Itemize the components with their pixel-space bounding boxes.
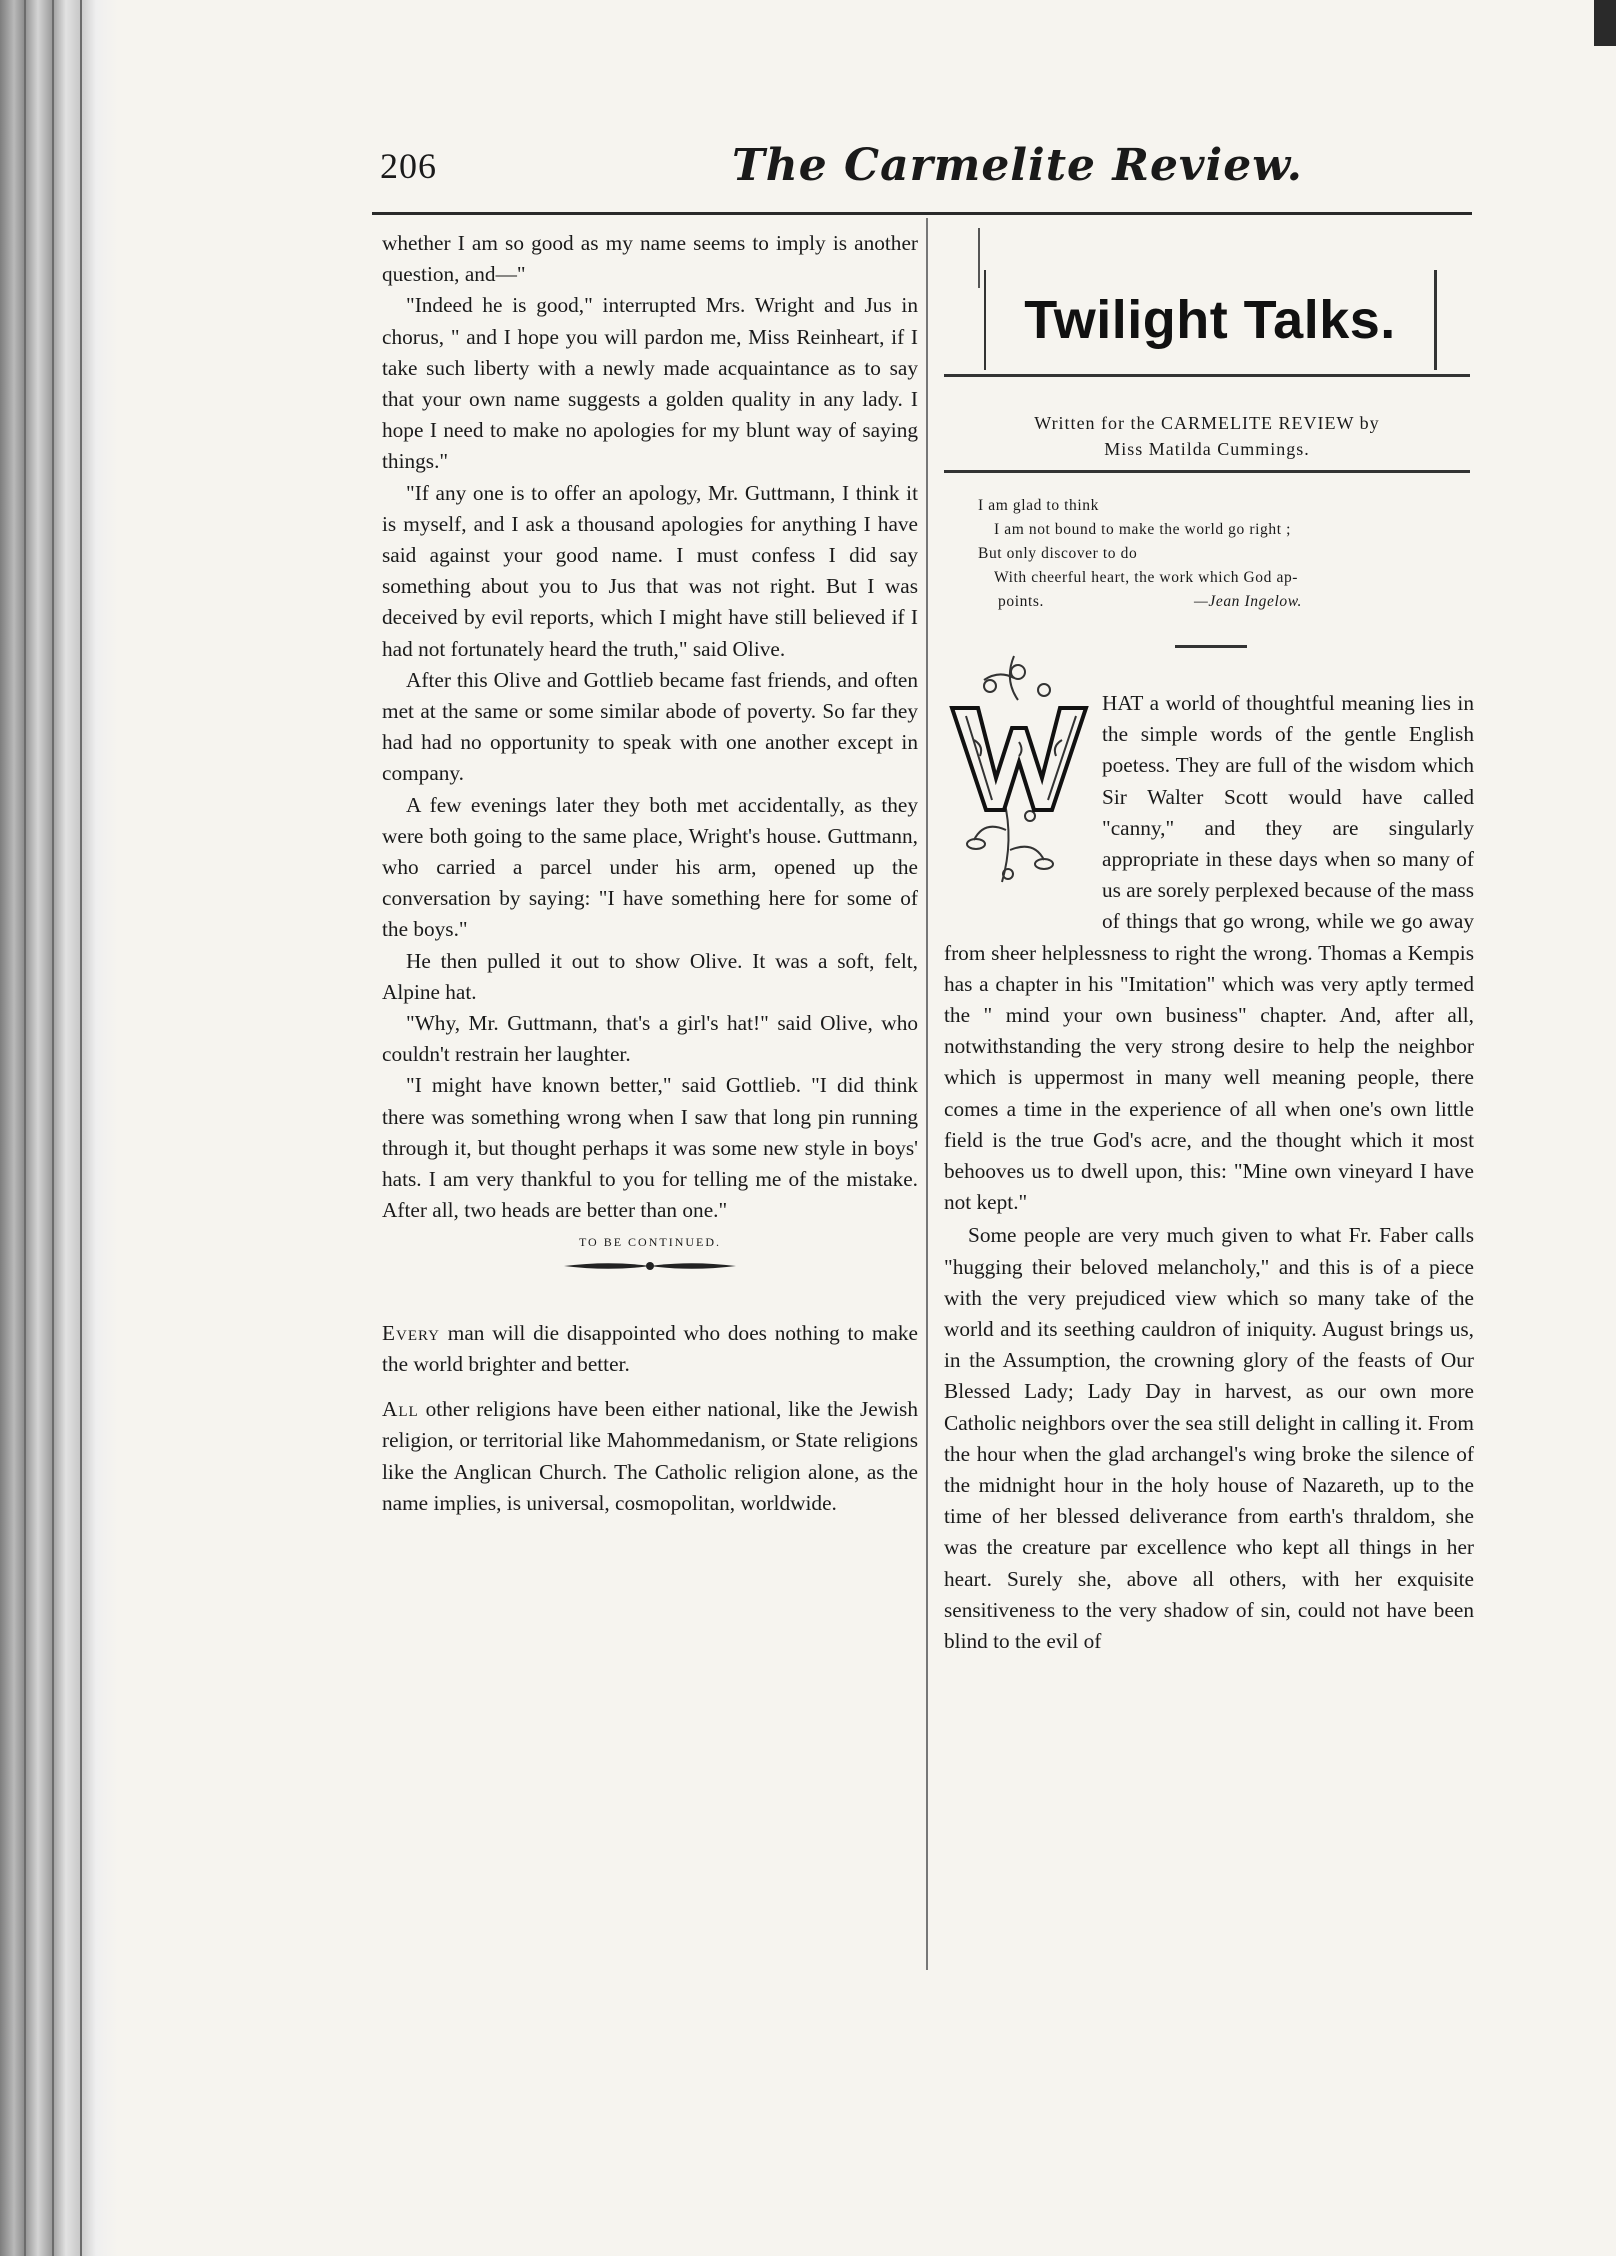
article-title: Twilight Talks.: [1024, 290, 1396, 350]
story-paragraph: "I might have known better," said Gottlieb. "I did think there was something wrong when I saw that long pin running through it, but thought perhaps it was some new style in boys' hats. I am very thankful to you for telling me of the mistake. After all, two heads are better than one.": [382, 1073, 918, 1223]
maxim-paragraph: [382, 1318, 918, 1380]
poem-line: I am glad to think: [978, 497, 1100, 514]
left-column: [382, 228, 918, 1519]
story-paragraph: whether I am so good as my name seems to imply is another question, and—": [382, 231, 918, 287]
column-divider: [926, 218, 928, 1970]
to-be-continued: TO BE CONTINUED.: [578, 1234, 722, 1249]
poem-line-text: points.: [998, 593, 1044, 610]
byline-line: Miss Matilda Cummings.: [1104, 439, 1310, 459]
binding-line: [24, 0, 26, 2256]
maxim-paragraph: [382, 1394, 918, 1519]
scan-corner-mark: [1594, 0, 1616, 46]
title-tick: [978, 228, 980, 288]
running-title: The Carmelite Review.: [732, 140, 1303, 191]
header-rule: [372, 212, 1472, 215]
story-paragraph: A few evenings later they both met accidentally, as they were both going to the same place, Wright's house. Guttmann, who carried a parcel under his arm, opened up the conversation by saying: "I have something here for some of the boys.": [382, 792, 918, 942]
poem-line: But only discover to do: [978, 545, 1138, 562]
byline: [944, 410, 1470, 462]
byline-rule: [944, 470, 1470, 473]
section-rule: [1175, 645, 1247, 648]
story-paragraph: "If any one is to offer an apology, Mr. Guttmann, I think it is myself, and I ask a thousand apologies for anything I have said against your good name. I must confess I did say something about you to Jus that was not right. But I was deceived by evil reports, which I might have still believed if I had not fortunately heard the truth," said Olive.: [382, 480, 918, 661]
article-paragraph: HAT a world of thoughtful meaning lies in the simple words of the gentle English poetess. They are full of the wisdom which Sir Walter Scott would have called "canny," and they are singularly appropriate in these days when so many of us are sorely perplexed because of the mass of things that go wrong, while we go away from sheer helplessness to right the wrong. Thomas a Kempis has a chapter in his "Imitation" which was very aptly termed the " mind your own business" chapter. And, after all, notwithstanding the very strong desire to help the neighbor which is uppermost in many well meaning people, there comes a time in the experience of all when one's own little field is the true God's acre, and the thought which it most behooves us to dwell upon, this: "Mine own vineyard I have not kept.": [944, 691, 1474, 1215]
epigraph-poem: [978, 494, 1448, 614]
story-paragraph: "Indeed he is good," interrupted Mrs. Wright and Jus in chorus, " and I hope you will pardon me, Miss Reinheart, if I take such liberty with a newly made acquaintance as to say that your own name suggests a golden quality in any lady. I hope I need to make no apologies for my blunt way of saying things.": [382, 293, 918, 474]
maxim-lead: Every: [382, 1320, 441, 1345]
dropcap-space: [944, 688, 1102, 930]
poem-attribution: —Jean Ingelow.: [1193, 593, 1302, 610]
title-rule: [944, 374, 1470, 377]
maxim-text: man will die disappointed who does nothing to make the world brighter and better.: [382, 1320, 918, 1376]
byline-line: Written for the CARMELITE REVIEW by: [1034, 413, 1380, 433]
poem-line: I am not bound to make the world go right ;: [994, 521, 1292, 538]
binding-line: [80, 0, 82, 2256]
right-column: [944, 688, 1474, 1657]
maxim-lead: All: [382, 1397, 419, 1422]
story-paragraph: He then pulled it out to show Olive. It was a soft, felt, Alpine hat.: [382, 948, 918, 1004]
maxim-text: other religions have been either national, like the Jewish religion, or territorial like Mahommedanism, or State religions like the Anglican Church. The Catholic religion alone, as the name implies, is universal, cosmopolitan, worldwide.: [382, 1397, 918, 1515]
page-number: 206: [380, 146, 437, 186]
ornament-divider: [560, 1258, 740, 1274]
title-box: [984, 270, 1437, 370]
book-binding-edge: [0, 0, 118, 2256]
article-paragraph: Some people are very much given to what Fr. Faber calls "hugging their beloved melancholy," and this is of a piece with the very prejudiced view which so many take of the world and its seething cauldron of iniquity. August brings us, in the Assumption, the crowning glory of the feasts of Our Blessed Lady; Lady Day in harvest, as our own more Catholic neighbors over the sea still delight in calling it. From the hour when the glad archangel's wing broke the silence of the midnight hour in the holy house of Nazareth, up to the time of her blessed deliverance from earth's thraldom, she was the creature par excellence who kept all things in her heart. Surely she, above all others, with her exquisite sensitiveness to the very shadow of sin, could not have been blind to the evil of: [944, 1223, 1474, 1654]
story-paragraph: After this Olive and Gottlieb became fast friends, and often met at the same or some similar abode of poverty. So far they had had no opportunity to speak with one another except in company.: [382, 667, 918, 786]
poem-line: With cheerful heart, the work which God ap-: [994, 569, 1299, 586]
poem-line: [978, 590, 1448, 614]
binding-line: [52, 0, 54, 2256]
story-paragraph: "Why, Mr. Guttmann, that's a girl's hat!" said Olive, who couldn't restrain her laughter.: [382, 1011, 918, 1067]
